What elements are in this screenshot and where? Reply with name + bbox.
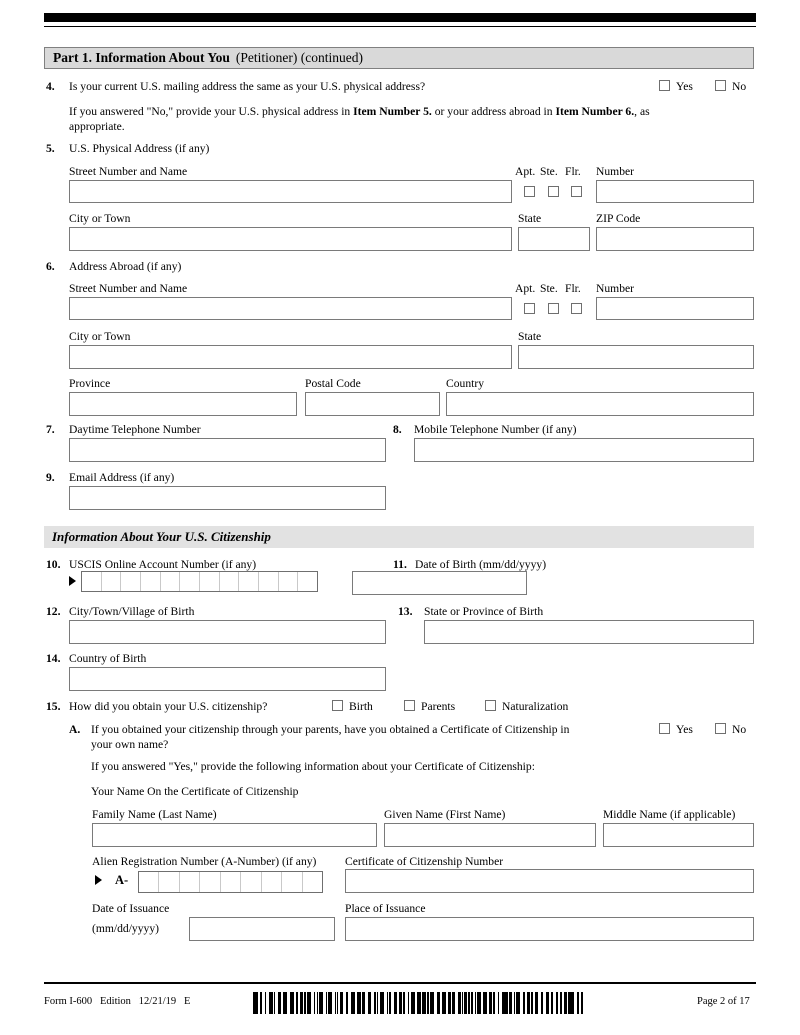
item-15a-letter: A. — [69, 723, 81, 736]
item-15a-date-issuance-label: Date of Issuance — [92, 902, 170, 915]
item-12-number: 12. — [46, 605, 61, 618]
item-4-instruction-text-2: or your address abroad in — [431, 105, 556, 118]
item-8-label: Mobile Telephone Number (if any) — [414, 423, 577, 436]
footer-page-number: Page 2 of 17 — [697, 996, 750, 1007]
item-5-city-label: City or Town — [69, 212, 131, 225]
footer-edition-code: E — [184, 996, 191, 1007]
item-5-street-input[interactable] — [69, 180, 512, 203]
item-6-flr-checkbox[interactable] — [571, 303, 582, 314]
comb-cell[interactable] — [241, 872, 261, 892]
comb-cell[interactable] — [121, 572, 141, 591]
item-5-unit-number-input[interactable] — [596, 180, 754, 203]
item-6-postal-label: Postal Code — [305, 377, 361, 390]
item-6-number-label: Number — [596, 282, 634, 295]
item-15-naturalization-label: Naturalization — [502, 700, 569, 713]
citizenship-section-header: Information About Your U.S. Citizenship — [44, 526, 754, 548]
item-4-instruction-text-1: If you answered "No," provide your U.S. physical address in — [69, 105, 354, 118]
item-5-apt-checkbox[interactable] — [524, 186, 535, 197]
item-7-daytime-phone-input[interactable] — [69, 438, 386, 462]
comb-cell[interactable] — [82, 572, 102, 591]
comb-cell[interactable] — [200, 872, 220, 892]
item-4-ref-6: Item Number 6. — [555, 105, 635, 118]
item-15a-yes-label: Yes — [676, 723, 693, 736]
item-6-apt-checkbox[interactable] — [524, 303, 535, 314]
item-15a-question-line2: your own name? — [91, 738, 169, 751]
comb-cell[interactable] — [161, 572, 181, 591]
item-15a-middle-name-label: Middle Name (if applicable) — [603, 808, 736, 821]
pointer-arrow-icon — [69, 576, 76, 586]
item-15a-family-name-input[interactable] — [92, 823, 377, 847]
item-10-number: 10. — [46, 558, 61, 571]
item-6-state-input[interactable] — [518, 345, 754, 369]
item-14-country-of-birth-input[interactable] — [69, 667, 386, 691]
item-6-province-input[interactable] — [69, 392, 297, 416]
item-6-province-label: Province — [69, 377, 111, 390]
item-9-email-input[interactable] — [69, 486, 386, 510]
comb-cell[interactable] — [141, 572, 161, 591]
item-6-country-label: Country — [446, 377, 485, 390]
part-1-header — [44, 47, 754, 69]
comb-cell[interactable] — [200, 572, 220, 591]
comb-cell[interactable] — [180, 872, 200, 892]
pointer-arrow-icon-anumber — [95, 875, 102, 885]
item-8-number: 8. — [393, 423, 402, 436]
footer-edition-label: Edition — [100, 996, 131, 1007]
comb-cell[interactable] — [259, 572, 279, 591]
item-5-label: U.S. Physical Address (if any) — [69, 142, 210, 155]
item-6-apt-label: Apt. — [515, 282, 536, 295]
item-4-yes-label: Yes — [676, 80, 693, 93]
item-5-flr-label: Flr. — [565, 165, 581, 178]
comb-cell[interactable] — [220, 572, 240, 591]
footer-form-info — [44, 996, 190, 1007]
item-15a-cert-number-label: Certificate of Citizenship Number — [345, 855, 504, 868]
comb-cell[interactable] — [279, 572, 299, 591]
item-10-label: USCIS Online Account Number (if any) — [69, 558, 257, 571]
footer-form-id: Form I-600 — [44, 996, 93, 1007]
item-9-number: 9. — [46, 471, 55, 484]
item-6-unit-number-input[interactable] — [596, 297, 754, 320]
item-5-number-label: Number — [596, 165, 634, 178]
item-5-ste-checkbox[interactable] — [548, 186, 559, 197]
item-15a-date-issuance-format: (mm/dd/yyyy) — [92, 922, 159, 935]
item-15a-question-line1: If you obtained your citizenship through your parents, have you obtained a Certificate of Citizenship in — [91, 723, 570, 736]
item-15a-anumber-input[interactable] — [138, 871, 323, 893]
item-6-flr-label: Flr. — [565, 282, 581, 295]
item-15a-anumber-prefix: A- — [115, 873, 129, 887]
item-13-label: State or Province of Birth — [424, 605, 544, 618]
item-11-date-of-birth-input[interactable] — [352, 571, 527, 595]
item-6-ste-checkbox[interactable] — [548, 303, 559, 314]
comb-cell[interactable] — [303, 872, 322, 892]
item-15-naturalization-checkbox[interactable] — [485, 700, 496, 711]
item-15a-place-issuance-label: Place of Issuance — [345, 902, 426, 915]
item-15a-anumber-label: Alien Registration Number (A-Number) (if any) — [92, 855, 317, 868]
item-6-ste-label: Ste. — [540, 282, 558, 295]
item-15a-instruction: If you answered "Yes," provide the following information about your Certificate of Citizenship: — [91, 760, 535, 773]
item-15a-place-issuance-input[interactable] — [345, 917, 754, 941]
footer-edition-date: 12/21/19 — [138, 996, 177, 1007]
item-12-label: City/Town/Village of Birth — [69, 605, 195, 618]
item-4-instruction-line1 — [69, 104, 650, 119]
item-15-birth-label: Birth — [349, 700, 373, 713]
item-9-label: Email Address (if any) — [69, 471, 175, 484]
comb-cell[interactable] — [180, 572, 200, 591]
item-6-label: Address Abroad (if any) — [69, 260, 182, 273]
part-1-title: Part 1. Information About You — [53, 50, 230, 65]
item-7-number: 7. — [46, 423, 55, 436]
comb-cell[interactable] — [239, 572, 259, 591]
item-5-state-label: State — [518, 212, 542, 225]
item-13-number: 13. — [398, 605, 413, 618]
item-15a-middle-name-input[interactable] — [603, 823, 754, 847]
item-6-state-label: State — [518, 330, 542, 343]
item-6-city-input[interactable] — [69, 345, 512, 369]
item-6-postal-input[interactable] — [305, 392, 440, 416]
comb-cell[interactable] — [102, 572, 122, 591]
item-4-instruction-text-3: , as — [634, 105, 650, 118]
item-15a-no-label: No — [732, 723, 747, 736]
item-15a-date-issuance-input[interactable] — [189, 917, 335, 941]
item-6-number: 6. — [46, 260, 55, 273]
item-4-instruction-line2: appropriate. — [69, 120, 125, 133]
top-black-bar — [44, 13, 756, 22]
form-barcode — [253, 992, 583, 1014]
item-6-street-label: Street Number and Name — [69, 282, 188, 295]
item-5-street-label: Street Number and Name — [69, 165, 188, 178]
comb-cell[interactable] — [282, 872, 302, 892]
item-15a-name-heading: Your Name On the Certificate of Citizenship — [91, 785, 299, 798]
item-5-zip-label: ZIP Code — [596, 212, 641, 225]
item-7-label: Daytime Telephone Number — [69, 423, 201, 436]
item-6-country-input[interactable] — [446, 392, 754, 416]
item-5-apt-label: Apt. — [515, 165, 536, 178]
item-15a-family-name-label: Family Name (Last Name) — [92, 808, 217, 821]
item-13-state-of-birth-input[interactable] — [424, 620, 754, 644]
item-4-yes-checkbox[interactable] — [659, 80, 670, 91]
item-4-no-label: No — [732, 80, 747, 93]
item-15-parents-label: Parents — [421, 700, 456, 713]
item-5-zip-input[interactable] — [596, 227, 754, 251]
item-12-city-of-birth-input[interactable] — [69, 620, 386, 644]
comb-cell[interactable] — [298, 572, 317, 591]
item-5-number: 5. — [46, 142, 55, 155]
item-15a-given-name-input[interactable] — [384, 823, 596, 847]
item-4-number: 4. — [46, 80, 55, 93]
item-15-number: 15. — [46, 700, 61, 713]
item-4-no-checkbox[interactable] — [715, 80, 726, 91]
item-5-flr-checkbox[interactable] — [571, 186, 582, 197]
item-4-ref-5: Item Number 5. — [353, 105, 432, 118]
footer-rule — [44, 982, 756, 984]
item-8-mobile-phone-input[interactable] — [414, 438, 754, 462]
item-11-number: 11. — [393, 558, 407, 571]
item-15-birth-checkbox[interactable] — [332, 700, 343, 711]
item-4-question: Is your current U.S. mailing address the same as your U.S. physical address? — [69, 80, 426, 93]
item-6-city-label: City or Town — [69, 330, 131, 343]
item-10-uscis-account-number-input[interactable] — [81, 571, 318, 592]
item-5-city-input[interactable] — [69, 227, 512, 251]
item-5-state-input[interactable] — [518, 227, 590, 251]
comb-cell[interactable] — [221, 872, 241, 892]
top-thin-rule — [44, 26, 756, 27]
item-15a-cert-number-input[interactable] — [345, 869, 754, 893]
item-5-ste-label: Ste. — [540, 165, 558, 178]
part-1-suffix: (Petitioner) (continued) — [235, 50, 363, 65]
item-6-street-input[interactable] — [69, 297, 512, 320]
item-14-label: Country of Birth — [69, 652, 147, 665]
comb-cell[interactable] — [139, 872, 159, 892]
comb-cell[interactable] — [159, 872, 179, 892]
item-15-parents-checkbox[interactable] — [404, 700, 415, 711]
comb-cell[interactable] — [262, 872, 282, 892]
item-15a-no-checkbox[interactable] — [715, 723, 726, 734]
item-15-question: How did you obtain your U.S. citizenship? — [69, 700, 268, 713]
item-14-number: 14. — [46, 652, 61, 665]
item-15a-yes-checkbox[interactable] — [659, 723, 670, 734]
item-15a-given-name-label: Given Name (First Name) — [384, 808, 506, 821]
item-11-label: Date of Birth (mm/dd/yyyy) — [415, 558, 547, 571]
barcode-bar — [581, 992, 583, 1014]
